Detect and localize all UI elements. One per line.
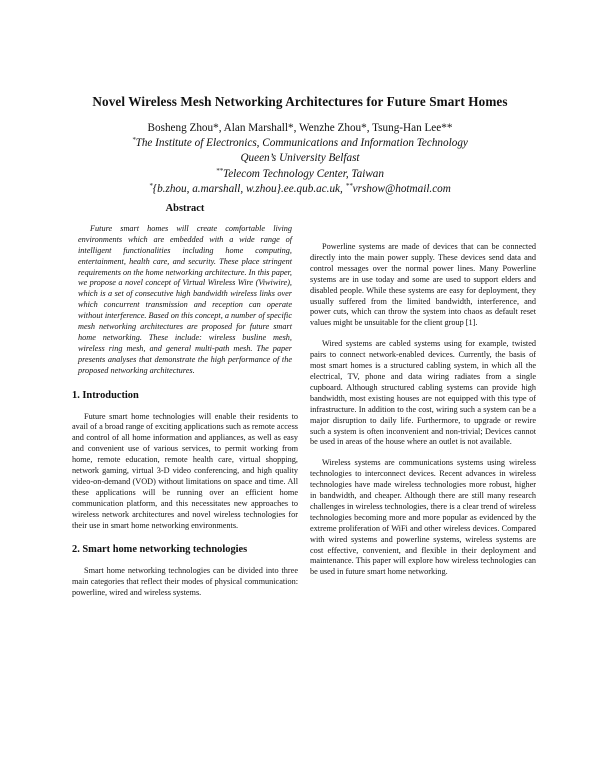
wireless-paragraph: Wireless systems are communications systems using wireless technologies to interconnect devices. Recent advances in wireless technologies have made wireless technologies more robust, higher in bandwidth, and cheaper. Although there are still many research challenges in wireless technologies, there is a clear trend of wireless technologies becoming more and more popular as evidenced by the extreme proliferation of WiFi and other wireless devices. Compared with wired systems and powerline systems, wireless systems are cost effective, convenient, and flexible in their deployment and maintenance. This paper will explore how wireless technologies can be used in future smart home networking. xyxy=(310,458,536,577)
right-column xyxy=(310,242,536,588)
author-emails: *{b.zhou, a.marshall, w.zhou}.ee.qub.ac.uk, **vrshow@hotmail.com xyxy=(149,181,451,195)
section-heading-introduction: 1. Introduction xyxy=(72,389,139,401)
author-block xyxy=(40,121,560,197)
powerline-paragraph: Powerline systems are made of devices that can be connected directly into the main power supply. These devices send data and control messages over the normal power lines. Many Powerline systems are in use today and some are used to support elders and disabled people. While these systems are easy for deployment, they usually suffered from the limited bandwidth, interference, and power cuts, which can throw the system into chaos as default reset values might be unsuitable for the client group [1]. xyxy=(310,242,536,328)
section-heading-smart-home-networking: 2. Smart home networking technologies xyxy=(72,544,248,556)
abstract-text: Future smart homes will create comfortable living environments which are embedded with a wide range of intelligent functionalities including home computing, entertainment, health care, and security. These place stringent requirements on the home networking architecture. In this paper, we propose a novel concept of Virtual Wireless Wire (Viwiwire), which is a set of consecutive high bandwidth wireless links over which concurrent transmission and reception can operate without interference. Based on this concept, a number of specific mesh networking architectures are proposed for future smart home networking. These include: wireless busline mesh, wireless ring mesh, and general multi-path mesh. The paper presents analyses that demonstrate the high performance of the proposed networking architectures. xyxy=(78,223,292,375)
affiliation-2: **Telecom Technology Center, Taiwan xyxy=(216,166,384,180)
intro-paragraph: Future smart home technologies will enable their residents to avail of a broad range of exciting applications such as remote access and control of all home information and appliances, as well as easy and convenient use of various services, to permit working from home, remote education, remote health care, virtual shopping, network gaming, virtual 3-D video conferencing, and high quality video-on-demand (VOD) without limitations on space and time. All these applications will be running over an efficient home communication platform, and this necessitates new approaches to wireless network architectures and novel wireless technologies for their use in smart home networking environments. xyxy=(72,411,298,530)
section2-paragraph: Smart home networking technologies can be divided into three main categories that reflect their modes of physical communication: powerline, wired and wireless systems. xyxy=(72,566,298,598)
paper-title: Novel Wireless Mesh Networking Architectures for Future Smart Homes xyxy=(92,94,508,109)
affiliation-1: *The Institute of Electronics, Communications and Information Technology xyxy=(132,136,468,150)
affiliation-1-university: Queen’s University Belfast xyxy=(240,152,360,165)
abstract-heading: Abstract xyxy=(165,203,205,214)
wired-paragraph: Wired systems are cabled systems using for example, twisted pairs to connect network-enabled devices. Currently, the basis of most smart homes is a structured cabling system, in which all the electrical, TV, phone and data wiring radiates from a single cupboard. Although structured cabling systems can provide high bandwidth, most existing houses are not equipped with this type of infrastructure. In addition to the cost, wiring such a system can be a major disruption to daily life. Furthermore, to upgrade or rewire such a system is often inconvenient and non-trivial; Devices cannot be used in areas of the house where an outlet is not available. xyxy=(310,339,536,447)
left-column xyxy=(72,204,298,609)
author-names: Bosheng Zhou*, Alan Marshall*, Wenzhe Zhou*, Tsung-Han Lee** xyxy=(147,122,453,134)
